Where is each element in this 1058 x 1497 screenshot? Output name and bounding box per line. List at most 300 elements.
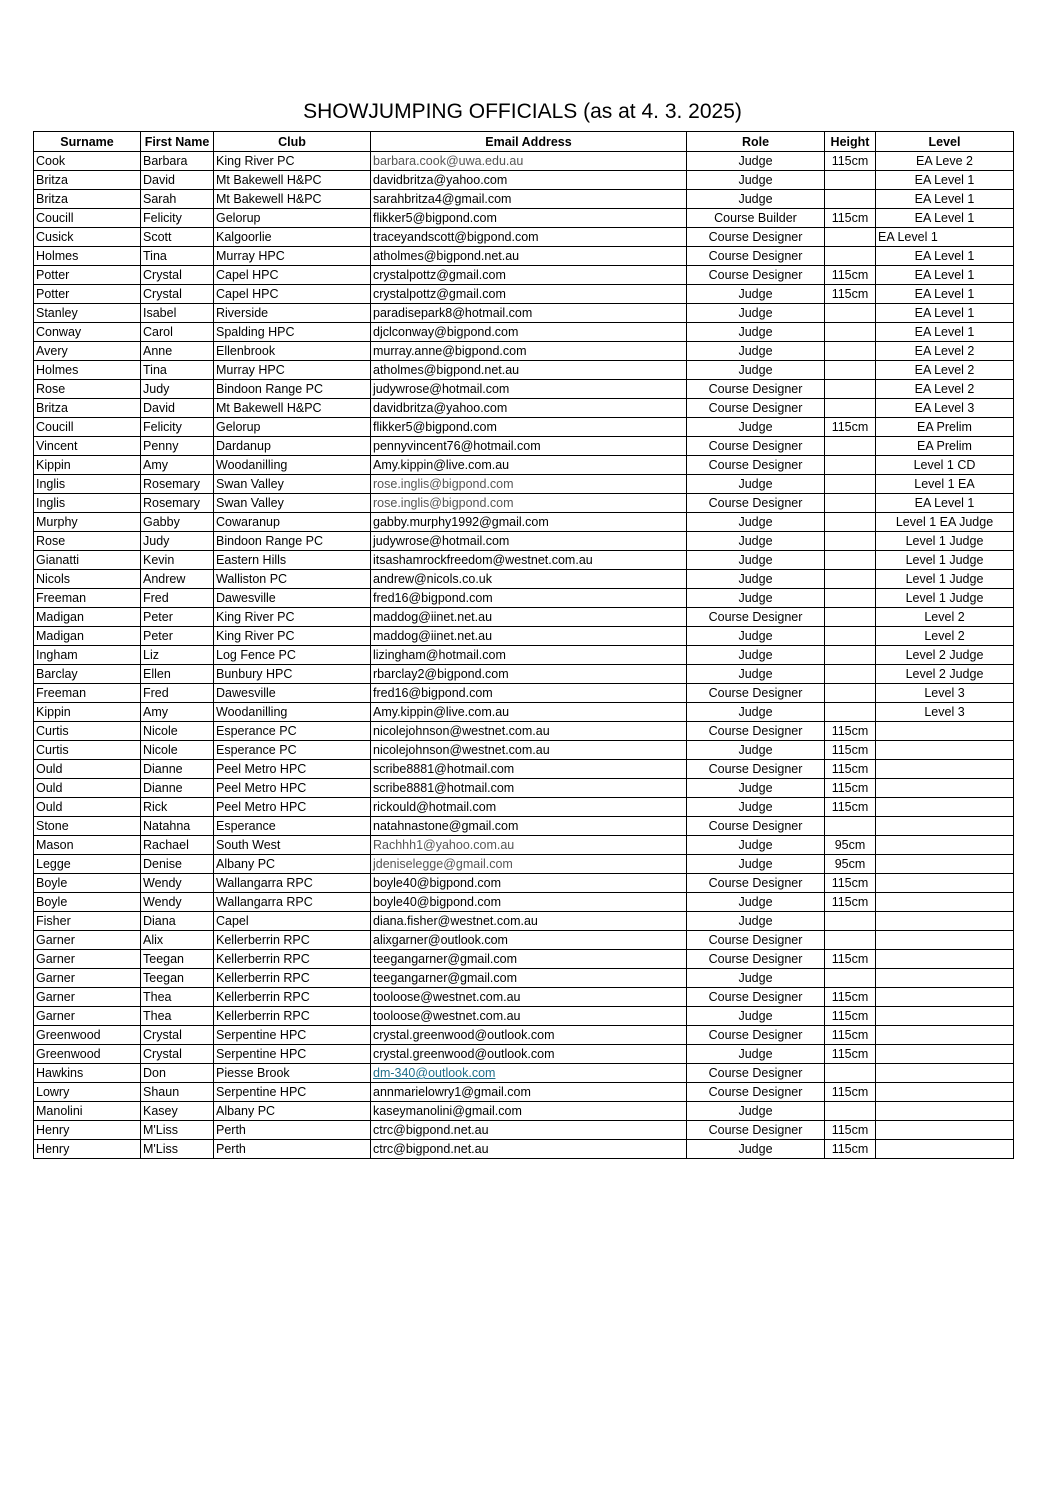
first-name-cell: Shaun [141,1083,214,1102]
first-name-cell: Fred [141,589,214,608]
email-cell: Amy.kippin@live.com.au [371,703,687,722]
table-row [34,342,1014,361]
email-cell: annmarielowry1@gmail.com [371,1083,687,1102]
role-cell: Course Designer [687,266,825,285]
level-cell [876,1140,1014,1159]
first-name-cell: Don [141,1064,214,1083]
first-name-cell: Crystal [141,266,214,285]
club-cell: Perth [214,1140,371,1159]
role-cell: Judge [687,513,825,532]
email-cell: teegangarner@gmail.com [371,950,687,969]
surname-cell: Ould [34,760,141,779]
role-cell: Course Designer [687,874,825,893]
role-cell: Judge [687,798,825,817]
table-row [34,798,1014,817]
role-cell: Judge [687,703,825,722]
surname-cell: Freeman [34,684,141,703]
height-cell: 115cm [825,1026,876,1045]
table-row [34,152,1014,171]
first-name-cell: Dianne [141,779,214,798]
first-name-cell: Dianne [141,760,214,779]
col-email: Email Address [371,132,687,152]
email-cell: alixgarner@outlook.com [371,931,687,950]
surname-cell: Garner [34,988,141,1007]
table-row [34,988,1014,1007]
surname-cell: Potter [34,285,141,304]
role-cell: Judge [687,323,825,342]
club-cell: Capel HPC [214,285,371,304]
height-cell: 115cm [825,418,876,437]
surname-cell: Manolini [34,1102,141,1121]
table-row [34,209,1014,228]
role-cell: Course Builder [687,209,825,228]
surname-cell: Avery [34,342,141,361]
table-row [34,627,1014,646]
club-cell: King River PC [214,627,371,646]
club-cell: Albany PC [214,1102,371,1121]
level-cell [876,893,1014,912]
level-cell: EA Level 2 [876,380,1014,399]
height-cell [825,437,876,456]
club-cell: South West [214,836,371,855]
email-cell: natahnastone@gmail.com [371,817,687,836]
height-cell: 115cm [825,1121,876,1140]
level-cell [876,855,1014,874]
level-cell: EA Leve 2 [876,152,1014,171]
height-cell [825,665,876,684]
table-row [34,570,1014,589]
club-cell: Albany PC [214,855,371,874]
table-row [34,912,1014,931]
level-cell [876,969,1014,988]
level-cell [876,1083,1014,1102]
table-row [34,969,1014,988]
surname-cell: Britza [34,190,141,209]
club-cell: Mt Bakewell H&PC [214,399,371,418]
height-cell: 115cm [825,741,876,760]
first-name-cell: M'Liss [141,1140,214,1159]
first-name-cell: Amy [141,456,214,475]
role-cell: Judge [687,418,825,437]
first-name-cell: Crystal [141,1045,214,1064]
surname-cell: Boyle [34,893,141,912]
surname-cell: Garner [34,931,141,950]
height-cell [825,228,876,247]
height-cell [825,912,876,931]
surname-cell: Curtis [34,722,141,741]
email-cell: tooloose@westnet.com.au [371,1007,687,1026]
email-cell: kaseymanolini@gmail.com [371,1102,687,1121]
level-cell [876,1064,1014,1083]
role-cell: Judge [687,1007,825,1026]
height-cell [825,931,876,950]
first-name-cell: Natahna [141,817,214,836]
club-cell: King River PC [214,152,371,171]
first-name-cell: Diana [141,912,214,931]
email-cell: crystal.greenwood@outlook.com [371,1026,687,1045]
officials-table [33,131,1014,1159]
level-cell [876,874,1014,893]
table-row [34,1083,1014,1102]
role-cell: Judge [687,665,825,684]
level-cell [876,988,1014,1007]
level-cell [876,950,1014,969]
height-cell [825,323,876,342]
surname-cell: Curtis [34,741,141,760]
role-cell: Judge [687,779,825,798]
surname-cell: Henry [34,1140,141,1159]
first-name-cell: Crystal [141,1026,214,1045]
role-cell: Judge [687,912,825,931]
table-row [34,684,1014,703]
height-cell [825,171,876,190]
email-cell: davidbritza@yahoo.com [371,171,687,190]
surname-cell: Holmes [34,247,141,266]
club-cell: Swan Valley [214,475,371,494]
first-name-cell: Judy [141,532,214,551]
first-name-cell: Carol [141,323,214,342]
height-cell [825,513,876,532]
height-cell [825,1064,876,1083]
first-name-cell: Rachael [141,836,214,855]
height-cell [825,380,876,399]
role-cell: Course Designer [687,494,825,513]
club-cell: Kellerberrin RPC [214,931,371,950]
table-row [34,247,1014,266]
role-cell: Judge [687,570,825,589]
level-cell: EA Prelim [876,437,1014,456]
first-name-cell: Rick [141,798,214,817]
club-cell: Peel Metro HPC [214,760,371,779]
height-cell: 115cm [825,1140,876,1159]
first-name-cell: Andrew [141,570,214,589]
height-cell: 115cm [825,874,876,893]
height-cell: 115cm [825,760,876,779]
height-cell [825,608,876,627]
height-cell: 115cm [825,950,876,969]
col-club: Club [214,132,371,152]
club-cell: Gelorup [214,418,371,437]
table-row [34,665,1014,684]
table-row [34,950,1014,969]
email-cell: paradisepark8@hotmail.com [371,304,687,323]
height-cell [825,190,876,209]
role-cell: Course Designer [687,1026,825,1045]
level-cell: EA Level 1 [876,494,1014,513]
surname-cell: Britza [34,171,141,190]
height-cell [825,247,876,266]
level-cell [876,779,1014,798]
height-cell [825,361,876,380]
level-cell: Level 2 Judge [876,646,1014,665]
level-cell [876,931,1014,950]
col-first-name: First Name [141,132,214,152]
role-cell: Judge [687,855,825,874]
email-cell: barbara.cook@uwa.edu.au [371,152,687,171]
first-name-cell: Felicity [141,418,214,437]
first-name-cell: Isabel [141,304,214,323]
table-row [34,1026,1014,1045]
first-name-cell: Thea [141,988,214,1007]
table-row [34,893,1014,912]
role-cell: Judge [687,589,825,608]
first-name-cell: Penny [141,437,214,456]
surname-cell: Holmes [34,361,141,380]
level-cell: Level 2 [876,608,1014,627]
role-cell: Course Designer [687,817,825,836]
level-cell: EA Level 1 [876,228,1014,247]
table-row [34,589,1014,608]
role-cell: Judge [687,836,825,855]
first-name-cell: Rosemary [141,494,214,513]
email-cell: djclconway@bigpond.com [371,323,687,342]
club-cell: Bunbury HPC [214,665,371,684]
first-name-cell: Peter [141,627,214,646]
club-cell: Spalding HPC [214,323,371,342]
club-cell: Dardanup [214,437,371,456]
email-cell: davidbritza@yahoo.com [371,399,687,418]
table-row [34,722,1014,741]
first-name-cell: Thea [141,1007,214,1026]
table-row [34,266,1014,285]
header-row [34,132,1014,152]
surname-cell: Stanley [34,304,141,323]
role-cell: Course Designer [687,684,825,703]
email-cell: crystal.greenwood@outlook.com [371,1045,687,1064]
first-name-cell: Tina [141,361,214,380]
role-cell: Judge [687,532,825,551]
surname-cell: Garner [34,969,141,988]
level-cell: EA Level 2 [876,342,1014,361]
role-cell: Judge [687,304,825,323]
surname-cell: Boyle [34,874,141,893]
level-cell: Level 1 Judge [876,570,1014,589]
height-cell [825,817,876,836]
club-cell: Eastern Hills [214,551,371,570]
table-row [34,874,1014,893]
email-cell: maddog@iinet.net.au [371,627,687,646]
club-cell: Murray HPC [214,361,371,380]
role-cell: Course Designer [687,456,825,475]
email-cell: scribe8881@hotmail.com [371,779,687,798]
role-cell: Course Designer [687,988,825,1007]
level-cell: EA Level 3 [876,399,1014,418]
table-row [34,703,1014,722]
club-cell: Woodanilling [214,456,371,475]
role-cell: Course Designer [687,399,825,418]
email-cell: rbarclay2@bigpond.com [371,665,687,684]
first-name-cell: Gabby [141,513,214,532]
role-cell: Judge [687,627,825,646]
table-row [34,817,1014,836]
club-cell: Wallangarra RPC [214,893,371,912]
role-cell: Judge [687,1140,825,1159]
table-row [34,1121,1014,1140]
surname-cell: Madigan [34,608,141,627]
first-name-cell: Felicity [141,209,214,228]
first-name-cell: Scott [141,228,214,247]
surname-cell: Mason [34,836,141,855]
email-cell: nicolejohnson@westnet.com.au [371,722,687,741]
first-name-cell: Peter [141,608,214,627]
level-cell [876,798,1014,817]
first-name-cell: Tina [141,247,214,266]
level-cell [876,722,1014,741]
first-name-cell: David [141,171,214,190]
surname-cell: Murphy [34,513,141,532]
table-row [34,399,1014,418]
table-row [34,513,1014,532]
table-row [34,361,1014,380]
club-cell: Mt Bakewell H&PC [214,190,371,209]
height-cell: 115cm [825,1007,876,1026]
height-cell: 95cm [825,855,876,874]
role-cell: Judge [687,342,825,361]
level-cell: EA Level 1 [876,209,1014,228]
email-cell: Rachhh1@yahoo.com.au [371,836,687,855]
level-cell [876,1026,1014,1045]
table-row [34,1102,1014,1121]
table-row [34,1064,1014,1083]
height-cell: 115cm [825,1045,876,1064]
first-name-cell: Nicole [141,722,214,741]
email-cell: pennyvincent76@hotmail.com [371,437,687,456]
col-surname: Surname [34,132,141,152]
height-cell: 115cm [825,266,876,285]
email-cell: diana.fisher@westnet.com.au [371,912,687,931]
role-cell: Judge [687,969,825,988]
height-cell: 115cm [825,798,876,817]
height-cell: 115cm [825,209,876,228]
height-cell [825,532,876,551]
email-cell: boyle40@bigpond.com [371,893,687,912]
surname-cell: Kippin [34,703,141,722]
level-cell: EA Level 1 [876,323,1014,342]
level-cell: EA Level 1 [876,304,1014,323]
email-cell: tooloose@westnet.com.au [371,988,687,1007]
email-cell: crystalpottz@gmail.com [371,285,687,304]
club-cell: Murray HPC [214,247,371,266]
table-row [34,380,1014,399]
club-cell: Kellerberrin RPC [214,1007,371,1026]
level-cell: EA Level 2 [876,361,1014,380]
first-name-cell: M'Liss [141,1121,214,1140]
level-cell: Level 1 EA Judge [876,513,1014,532]
club-cell: Bindoon Range PC [214,532,371,551]
role-cell: Judge [687,893,825,912]
email-cell: ctrc@bigpond.net.au [371,1121,687,1140]
email-cell: rickould@hotmail.com [371,798,687,817]
surname-cell: Legge [34,855,141,874]
email-cell: Amy.kippin@live.com.au [371,456,687,475]
club-cell: Peel Metro HPC [214,779,371,798]
email-cell: andrew@nicols.co.uk [371,570,687,589]
email-cell[interactable]: dm-340@outlook.com [371,1064,687,1083]
height-cell: 115cm [825,1083,876,1102]
surname-cell: Conway [34,323,141,342]
table-row [34,323,1014,342]
club-cell: Swan Valley [214,494,371,513]
height-cell: 115cm [825,722,876,741]
email-cell: maddog@iinet.net.au [371,608,687,627]
level-cell: EA Level 1 [876,171,1014,190]
level-cell [876,1102,1014,1121]
level-cell: Level 1 CD [876,456,1014,475]
surname-cell: Cusick [34,228,141,247]
table-row [34,1045,1014,1064]
surname-cell: Kippin [34,456,141,475]
email-cell: crystalpottz@gmail.com [371,266,687,285]
role-cell: Judge [687,551,825,570]
surname-cell: Lowry [34,1083,141,1102]
first-name-cell: Anne [141,342,214,361]
surname-cell: Garner [34,950,141,969]
height-cell [825,399,876,418]
level-cell: Level 3 [876,684,1014,703]
level-cell: Level 1 Judge [876,551,1014,570]
table-row [34,760,1014,779]
table-row [34,931,1014,950]
height-cell [825,703,876,722]
role-cell: Course Designer [687,437,825,456]
height-cell: 95cm [825,836,876,855]
surname-cell: Rose [34,532,141,551]
email-cell: judywrose@hotmail.com [371,380,687,399]
surname-cell: Freeman [34,589,141,608]
surname-cell: Inglis [34,475,141,494]
level-cell [876,817,1014,836]
first-name-cell: Wendy [141,874,214,893]
height-cell [825,342,876,361]
table-row [34,418,1014,437]
role-cell: Judge [687,1102,825,1121]
first-name-cell: Alix [141,931,214,950]
level-cell: EA Level 1 [876,285,1014,304]
surname-cell: Nicols [34,570,141,589]
surname-cell: Ould [34,798,141,817]
club-cell: Woodanilling [214,703,371,722]
club-cell: Cowaranup [214,513,371,532]
club-cell: Kellerberrin RPC [214,950,371,969]
club-cell: Ellenbrook [214,342,371,361]
height-cell [825,627,876,646]
role-cell: Course Designer [687,228,825,247]
level-cell [876,1007,1014,1026]
surname-cell: Ould [34,779,141,798]
surname-cell: Britza [34,399,141,418]
surname-cell: Fisher [34,912,141,931]
email-cell: ctrc@bigpond.net.au [371,1140,687,1159]
height-cell [825,570,876,589]
col-level: Level [876,132,1014,152]
table-row [34,741,1014,760]
role-cell: Judge [687,475,825,494]
surname-cell: Gianatti [34,551,141,570]
club-cell: Kalgoorlie [214,228,371,247]
club-cell: Peel Metro HPC [214,798,371,817]
surname-cell: Inglis [34,494,141,513]
surname-cell: Stone [34,817,141,836]
table-row [34,456,1014,475]
table-row [34,1140,1014,1159]
club-cell: Kellerberrin RPC [214,988,371,1007]
height-cell [825,304,876,323]
level-cell: Level 1 Judge [876,589,1014,608]
surname-cell: Henry [34,1121,141,1140]
height-cell: 115cm [825,893,876,912]
club-cell: Bindoon Range PC [214,380,371,399]
table-row [34,190,1014,209]
